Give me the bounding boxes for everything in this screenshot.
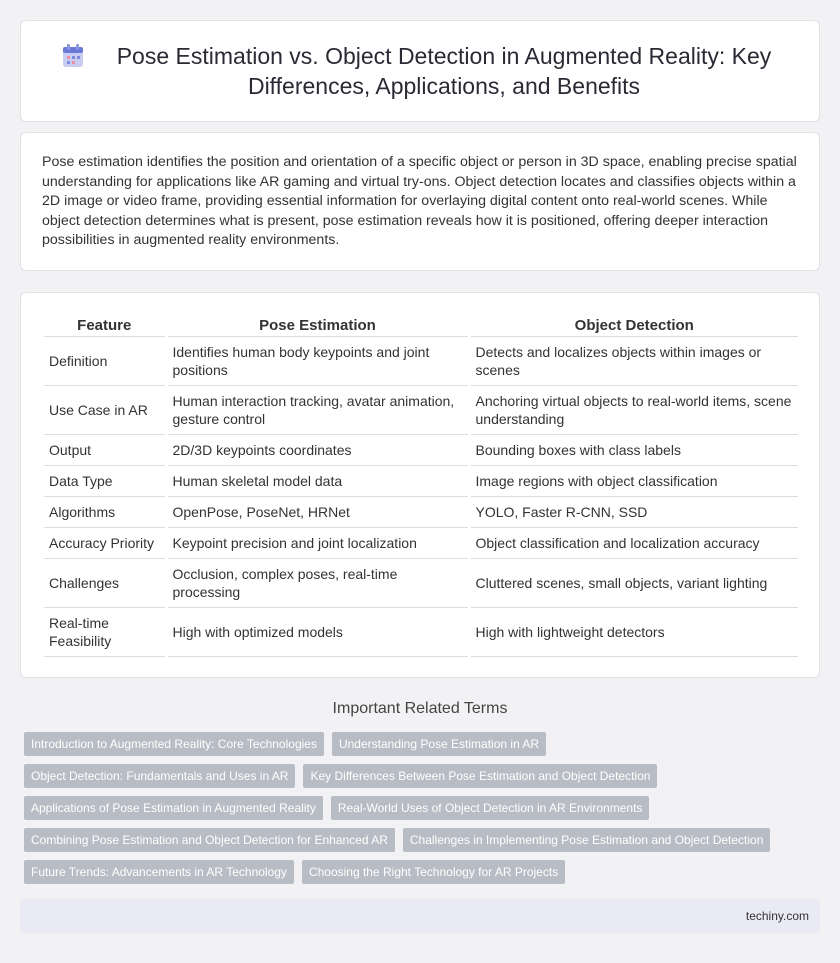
table-row <box>44 337 798 386</box>
table-cell: Data Type <box>44 466 166 497</box>
table-cell: Human interaction tracking, avatar animation, gesture control <box>166 386 469 435</box>
related-terms-list <box>24 732 804 892</box>
related-term-tag[interactable]: Applications of Pose Estimation in Augmented Reality <box>24 796 323 820</box>
comparison-card <box>20 292 820 678</box>
header-feature: Feature <box>44 313 166 337</box>
related-term-tag[interactable]: Challenges in Implementing Pose Estimation and Object Detection <box>403 828 771 852</box>
related-term-tag[interactable]: Future Trends: Advancements in AR Technology <box>24 860 294 884</box>
document-icon <box>60 43 86 69</box>
intro-card <box>20 132 820 271</box>
footer <box>20 899 820 933</box>
table-cell: Keypoint precision and joint localization <box>166 528 469 559</box>
table-cell: Output <box>44 435 166 466</box>
header-object-detection: Object Detection <box>469 313 798 337</box>
footer-site-link[interactable]: techiny.com <box>745 909 809 923</box>
table-header-row <box>44 313 798 337</box>
table-cell: Object classification and localization accuracy <box>469 528 798 559</box>
related-term-tag[interactable]: Combining Pose Estimation and Object Detection for Enhanced AR <box>24 828 395 852</box>
table-row <box>44 528 798 559</box>
table-cell: YOLO, Faster R-CNN, SSD <box>469 497 798 528</box>
tag-row <box>24 732 804 756</box>
table-cell: Real-time Feasibility <box>44 608 166 657</box>
table-row <box>44 559 798 608</box>
table-cell: Cluttered scenes, small objects, variant lighting <box>469 559 798 608</box>
table-cell: 2D/3D keypoints coordinates <box>166 435 469 466</box>
tag-row <box>24 796 804 820</box>
table-cell: Image regions with object classification <box>469 466 798 497</box>
table-cell: OpenPose, PoseNet, HRNet <box>166 497 469 528</box>
table-cell: Detects and localizes objects within images or scenes <box>469 337 798 386</box>
related-terms-heading: Important Related Terms <box>332 700 508 717</box>
table-cell: Identifies human body keypoints and joint positions <box>166 337 469 386</box>
related-term-tag[interactable]: Object Detection: Fundamentals and Uses in AR <box>24 764 295 788</box>
table-cell: Anchoring virtual objects to real-world items, scene understanding <box>469 386 798 435</box>
intro-paragraph: Pose estimation identifies the position and orientation of a specific object or person in 3D space, enabling precise spatial understanding for applications like AR gaming and virtual try-ons. Object detection locates and classifies objects within a 2D image or video frame, providing essential information for overlaying digital content onto real-world scenes. While object detection determines what is present, pose estimation reveals how it is positioned, offering deeper interaction possibilities in augmented reality environments. <box>42 154 797 249</box>
related-term-tag[interactable]: Real-World Uses of Object Detection in AR Environments <box>331 796 650 820</box>
table-cell: Bounding boxes with class labels <box>469 435 798 466</box>
table-cell: Challenges <box>44 559 166 608</box>
title-card <box>20 20 820 122</box>
table-cell: Algorithms <box>44 497 166 528</box>
table-cell: Use Case in AR <box>44 386 166 435</box>
table-row <box>44 497 798 528</box>
table-row <box>44 386 798 435</box>
table-cell: Accuracy Priority <box>44 528 166 559</box>
table-row <box>44 435 798 466</box>
table-cell: High with optimized models <box>166 608 469 657</box>
related-term-tag[interactable]: Introduction to Augmented Reality: Core Technologies <box>24 732 324 756</box>
table-cell: Occlusion, complex poses, real-time processing <box>166 559 469 608</box>
related-term-tag[interactable]: Choosing the Right Technology for AR Projects <box>302 860 565 884</box>
table-cell: Human skeletal model data <box>166 466 469 497</box>
table-cell: High with lightweight detectors <box>469 608 798 657</box>
page-title: Pose Estimation vs. Object Detection in Augmented Reality: Key Differences, Applications, and Benefits <box>116 43 772 99</box>
tag-row <box>24 860 804 884</box>
tag-row <box>24 828 804 852</box>
tag-row <box>24 764 804 788</box>
table-cell: Definition <box>44 337 166 386</box>
related-term-tag[interactable]: Understanding Pose Estimation in AR <box>332 732 546 756</box>
table-row <box>44 466 798 497</box>
table-row <box>44 608 798 657</box>
related-term-tag[interactable]: Key Differences Between Pose Estimation and Object Detection <box>303 764 657 788</box>
header-pose-estimation: Pose Estimation <box>166 313 469 337</box>
comparison-table <box>44 313 798 657</box>
